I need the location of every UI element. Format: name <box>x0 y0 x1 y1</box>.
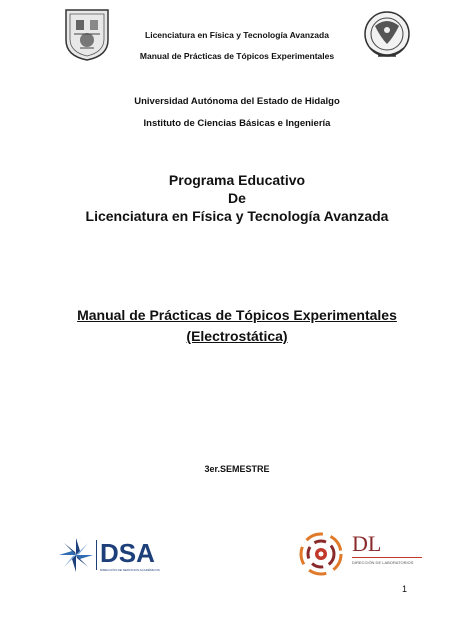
dsa-star-icon <box>56 536 96 574</box>
header-manual: Manual de Prácticas de Tópicos Experimentales <box>139 51 335 61</box>
dl-swirl-icon <box>294 528 348 580</box>
dl-divider <box>352 557 422 558</box>
dsa-subtitle: DIRECCIÓN DE SERVICIOS ACADÉMICOS <box>100 568 160 572</box>
icbi-seal-icon <box>360 8 414 64</box>
program-label: Programa Educativo <box>168 172 306 188</box>
dl-subtitle: DIRECCIÓN DE LABORATORIOS <box>352 560 414 565</box>
manual-title-text: Manual de Prácticas de Tópicos Experimentales <box>77 307 397 323</box>
dsa-logo <box>56 536 206 574</box>
dl-logo <box>294 528 424 580</box>
institute-name: Instituto de Ciencias Básicas e Ingeniería <box>143 118 331 129</box>
page-number: 1 <box>402 584 408 594</box>
dl-name: DL <box>352 531 382 556</box>
manual-subtitle-text: (Electrostática) <box>186 328 288 344</box>
program-name: Licenciatura en Física y Tecnología Avanzada <box>85 208 389 224</box>
university-name: Universidad Autónoma del Estado de Hidalgo <box>134 96 340 107</box>
header-program: Licenciatura en Física y Tecnología Avanzada <box>145 30 329 40</box>
manual-subtitle <box>0 326 474 346</box>
dsa-divider <box>96 540 97 570</box>
semester-label: 3er.SEMESTRE <box>204 464 270 474</box>
program-connector: De <box>228 190 246 206</box>
dsa-name: DSA <box>100 538 155 568</box>
manual-title <box>0 305 474 325</box>
